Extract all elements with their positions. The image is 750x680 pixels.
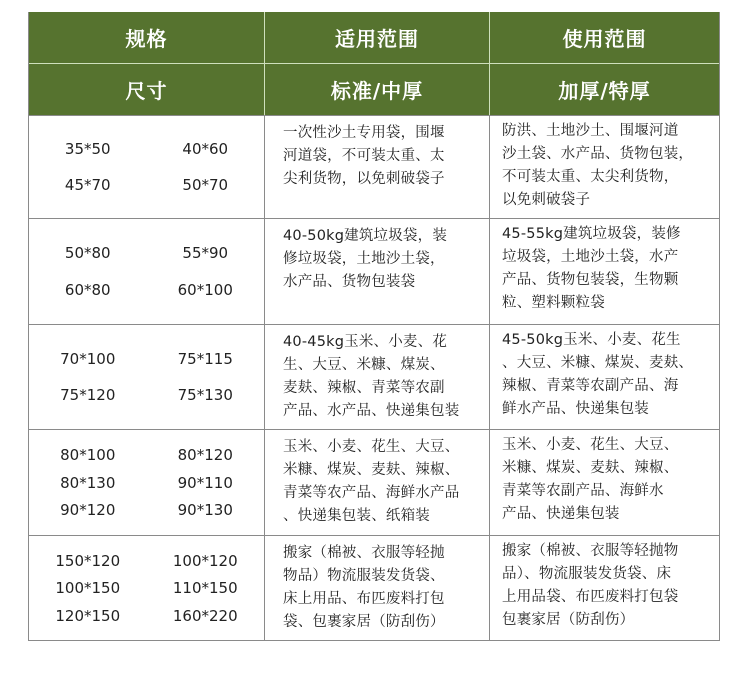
standard-usage-text: 搬家（棉被、衣服等轻抛 物品）物流服装发货袋、 床上用品、布匹废料打包 袋、包裹家居（防刮伤） bbox=[264, 536, 489, 640]
standard-usage-text: 40-45kg玉米、小麦、花 生、大豆、米糠、煤炭、 麦麸、辣椒、青菜等农副 产品、水产品、快递集包装 bbox=[264, 325, 489, 429]
size-value: 90*120 bbox=[60, 501, 116, 520]
size-pair bbox=[29, 244, 264, 262]
header-applicable-range: 适用范围 bbox=[264, 12, 489, 63]
thick-usage-text: 搬家（棉被、衣服等轻抛物 品）、物流服装发货袋、床 上用品袋、布匹废料打包袋 包裹家居（防刮伤） bbox=[489, 536, 719, 640]
size-pair bbox=[29, 501, 264, 519]
size-value: 160*220 bbox=[172, 606, 238, 625]
size-cell bbox=[29, 219, 264, 324]
size-value: 35*50 bbox=[64, 140, 111, 158]
size-value: 150*120 bbox=[55, 551, 121, 570]
size-value: 75*130 bbox=[177, 386, 233, 405]
size-value: 100*120 bbox=[172, 551, 238, 570]
size-cell bbox=[29, 430, 264, 535]
size-value: 40*60 bbox=[182, 140, 229, 158]
size-value: 75*115 bbox=[177, 349, 233, 368]
size-cell bbox=[29, 116, 264, 218]
standard-usage-text: 玉米、小麦、花生、大豆、 米糠、煤炭、麦麸、辣椒、 青菜等农产品、海鲜水产品 、快递集包装、纸箱装 bbox=[264, 430, 489, 535]
size-value: 100*150 bbox=[55, 579, 121, 597]
table-row bbox=[29, 115, 719, 218]
size-value: 70*100 bbox=[60, 349, 116, 368]
standard-usage-text: 一次性沙土专用袋，围堰 河道袋，不可装太重、太 尖利货物，以免刺破袋子 bbox=[264, 116, 489, 218]
size-value: 60*100 bbox=[177, 281, 233, 299]
size-cell bbox=[29, 325, 264, 429]
size-pair bbox=[29, 579, 264, 597]
size-pair bbox=[29, 281, 264, 299]
size-value: 45*70 bbox=[64, 176, 111, 194]
size-pair bbox=[29, 386, 264, 404]
size-value: 80*130 bbox=[60, 473, 116, 492]
spec-table bbox=[28, 12, 720, 641]
size-value: 60*80 bbox=[64, 281, 111, 299]
size-value: 90*110 bbox=[177, 473, 233, 492]
size-value: 50*80 bbox=[64, 244, 111, 262]
header-row-2 bbox=[29, 63, 719, 115]
size-pair bbox=[29, 552, 264, 570]
header-standard-medium: 标准/中厚 bbox=[264, 64, 489, 115]
size-pair bbox=[29, 446, 264, 464]
size-pair bbox=[29, 176, 264, 194]
header-thick-extra: 加厚/特厚 bbox=[489, 64, 719, 115]
table-body bbox=[29, 115, 719, 640]
thick-usage-text: 玉米、小麦、花生、大豆、 米糠、煤炭、麦麸、辣椒、 青菜等农副产品、海鲜水 产品、快递集包装 bbox=[489, 430, 719, 535]
thick-usage-text: 45-55kg建筑垃圾袋，装修 垃圾袋，土地沙土袋，水产 产品、货物包装袋，生物颗 粒、塑料颗粒袋 bbox=[489, 219, 719, 324]
header-usage-range: 使用范围 bbox=[489, 12, 719, 63]
size-pair bbox=[29, 140, 264, 158]
header-spec: 规格 bbox=[125, 27, 168, 51]
size-value: 80*100 bbox=[60, 445, 116, 464]
size-pair bbox=[29, 474, 264, 492]
size-value: 50*70 bbox=[182, 176, 229, 194]
size-value: 80*120 bbox=[177, 445, 233, 464]
size-value: 110*150 bbox=[172, 579, 238, 597]
size-pair bbox=[29, 607, 264, 625]
table-row bbox=[29, 535, 719, 640]
table-row bbox=[29, 218, 719, 324]
table-row bbox=[29, 429, 719, 535]
size-pair bbox=[29, 350, 264, 368]
thick-usage-text: 防洪、土地沙土、围堰河道 沙土袋、水产品、货物包装， 不可装太重、太尖利货物， 以免刺破袋子 bbox=[489, 116, 719, 218]
standard-usage-text: 40-50kg建筑垃圾袋，装 修垃圾袋，土地沙土袋， 水产品、货物包装袋 bbox=[264, 219, 489, 324]
size-value: 75*120 bbox=[60, 386, 116, 405]
header-row-1 bbox=[29, 12, 719, 63]
size-value: 90*130 bbox=[177, 501, 233, 520]
header-size: 尺寸 bbox=[125, 79, 168, 103]
table-row bbox=[29, 324, 719, 429]
size-value: 120*150 bbox=[55, 606, 121, 625]
size-cell bbox=[29, 536, 264, 640]
thick-usage-text: 45-50kg玉米、小麦、花生 、大豆、米糠、煤炭、麦麸、 辣椒、青菜等农副产品、海 鲜水产品、快递集包装 bbox=[489, 325, 719, 429]
size-value: 55*90 bbox=[182, 244, 229, 262]
